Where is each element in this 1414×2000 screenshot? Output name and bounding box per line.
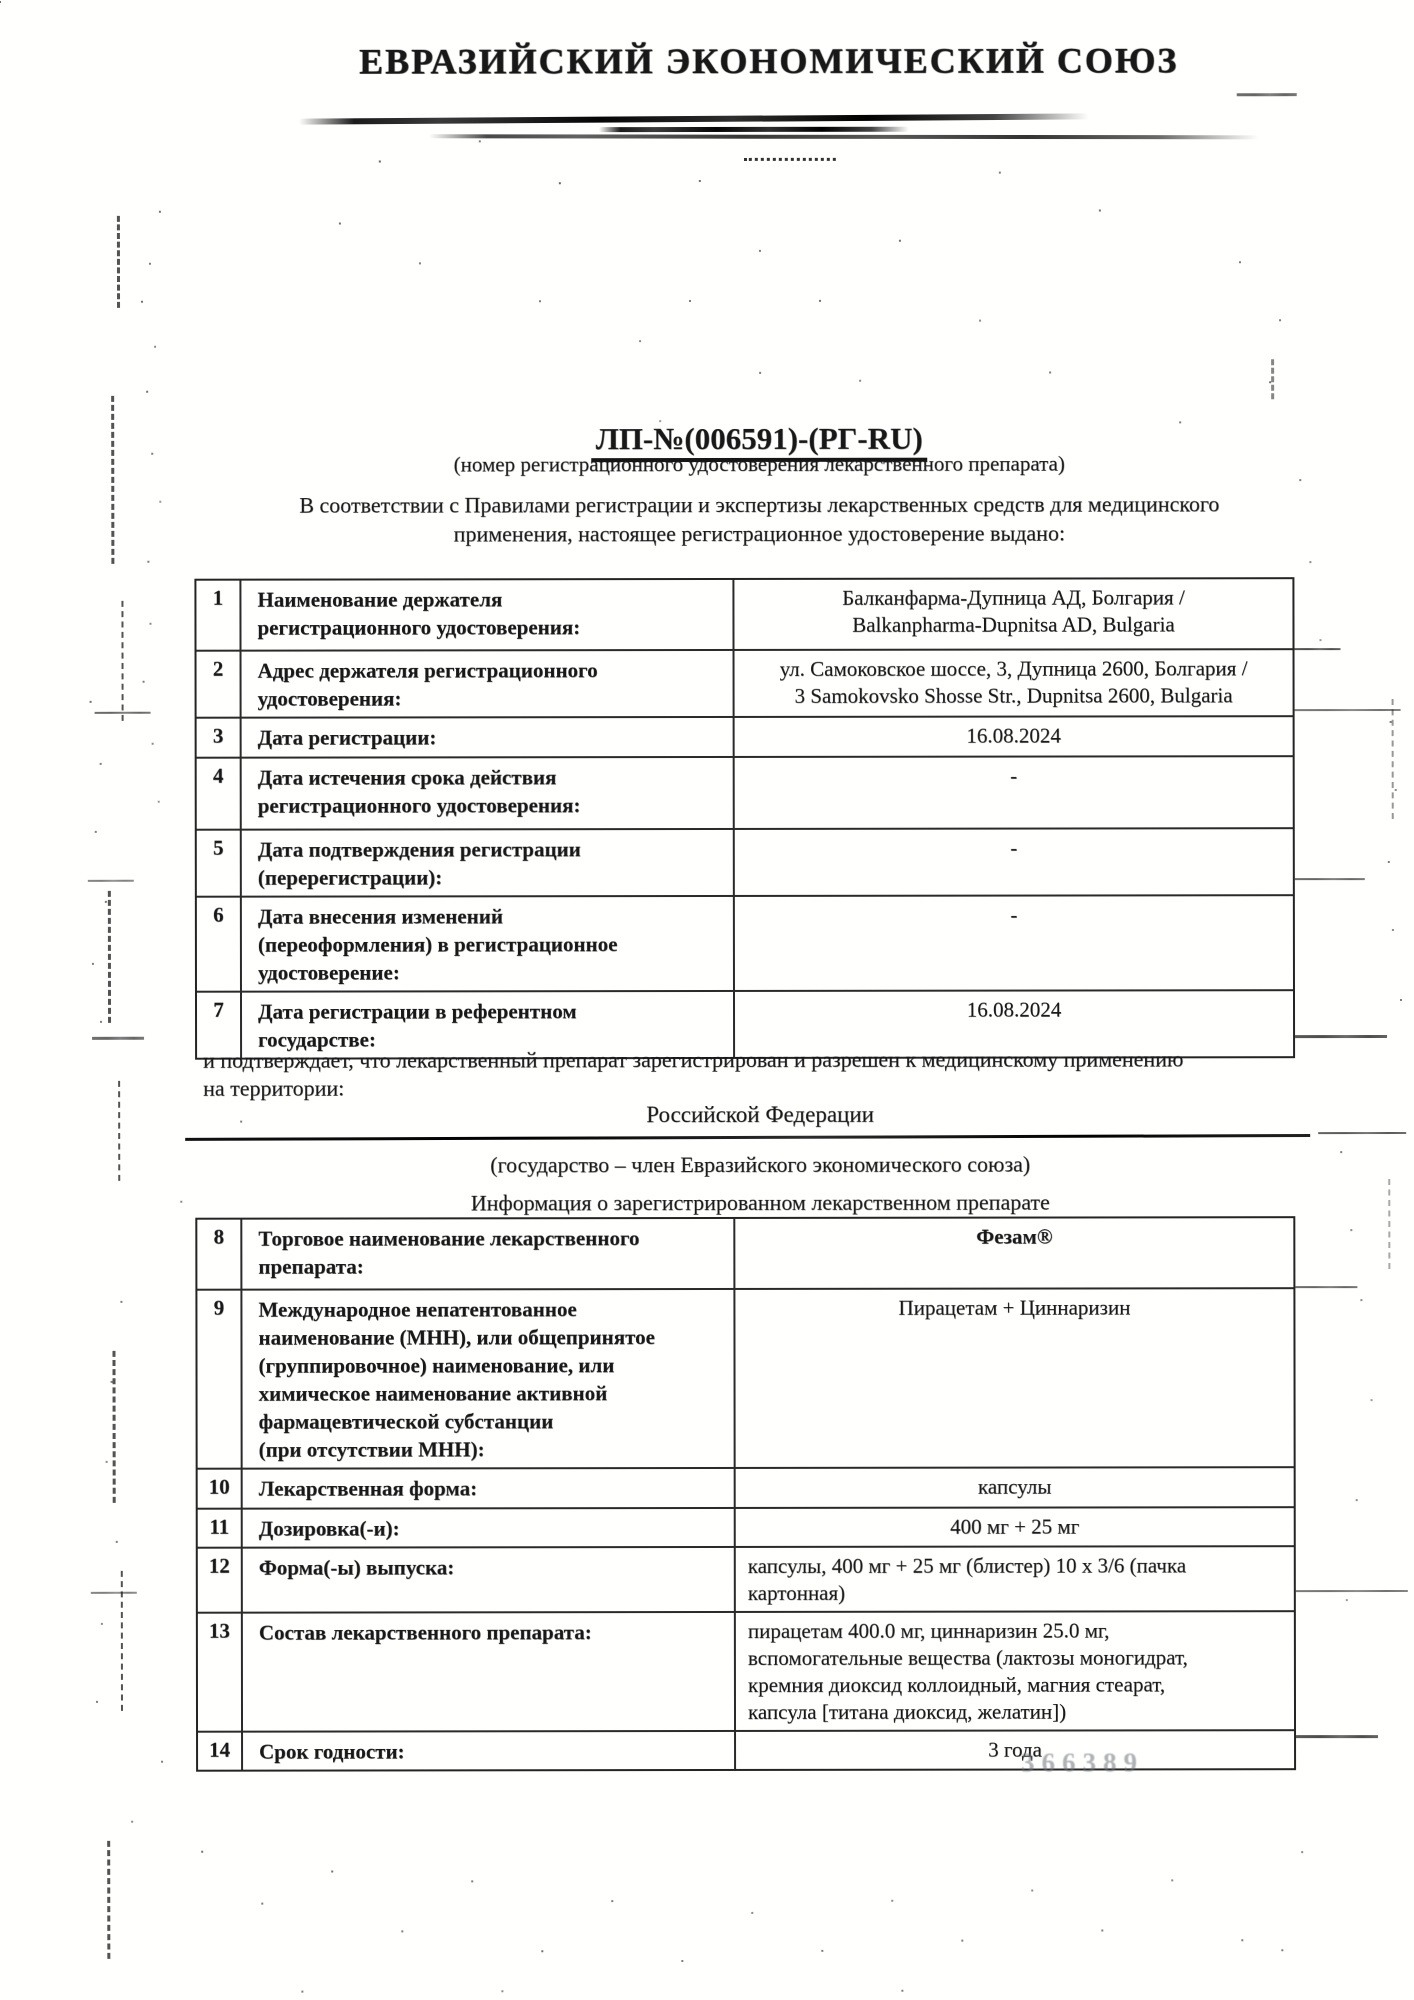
scan-smudge-line bbox=[299, 113, 1089, 124]
scan-line-overshoot bbox=[88, 880, 134, 882]
intro-paragraph: В соответствии с Правилами регистрации и экспертизы лекарственных средств для медицинского применения, настоящее регистрационное удостоверение выдано: bbox=[299, 491, 1220, 547]
row-number: 4 bbox=[197, 759, 242, 829]
confirmation-paragraph: и подтверждает, что лекарственный препарат зарегистрирован и разрешен к медицинскому применению на территории: bbox=[203, 1046, 1184, 1101]
table-row bbox=[197, 896, 1293, 993]
table-row bbox=[198, 1612, 1294, 1733]
scan-line-overshoot bbox=[1296, 1590, 1408, 1592]
row-label: Форма(-ы) выпуска: bbox=[243, 1548, 736, 1612]
scan-line-overshoot bbox=[1295, 1035, 1387, 1038]
table-row bbox=[198, 1547, 1294, 1614]
row-number: 8 bbox=[197, 1220, 242, 1289]
row-value: ул. Самоковское шоссе, 3, Дупница 2600, Болгария / 3 Samokovsko Shosse Str., Dupnitsa 2600, Bulgaria bbox=[779, 656, 1248, 708]
row-value: капсулы bbox=[977, 1474, 1052, 1499]
row-label: Дата регистрации в референтном государстве: bbox=[242, 992, 735, 1058]
union-header: ЕВРАЗИЙСКИЙ ЭКОНОМИЧЕСКИЙ СОЮЗ bbox=[359, 40, 1179, 82]
margin-dash bbox=[112, 1351, 115, 1503]
scan-speckles bbox=[0, 1, 1, 3]
territory: Российской Федерации bbox=[646, 1101, 875, 1128]
table-row bbox=[197, 757, 1293, 831]
product-table bbox=[195, 1216, 1296, 1772]
row-number: 7 bbox=[197, 993, 242, 1058]
row-value: Фезам® bbox=[976, 1224, 1053, 1249]
row-label: Дата внесения изменений (переоформления) в регистрационное удостоверение: bbox=[242, 897, 735, 991]
row-number: 6 bbox=[197, 898, 242, 991]
scan-smudge-line bbox=[599, 127, 909, 132]
row-number: 9 bbox=[197, 1291, 242, 1468]
table-row bbox=[198, 1508, 1294, 1549]
scan-line-overshoot bbox=[1295, 648, 1341, 650]
holder-table bbox=[194, 577, 1295, 1060]
row-number: 2 bbox=[197, 652, 242, 717]
row-label: Адрес держателя регистрационного удостоверения: bbox=[242, 651, 735, 717]
row-value: - bbox=[1010, 763, 1018, 788]
row-label: Торговое наименование лекарственного препарата: bbox=[242, 1219, 735, 1289]
row-value: Пирацетам + Циннаризин bbox=[898, 1295, 1131, 1320]
table-row bbox=[197, 829, 1293, 898]
scan-line-overshoot bbox=[1296, 1735, 1378, 1738]
row-value: 16.08.2024 bbox=[966, 723, 1061, 748]
table-row bbox=[197, 717, 1293, 759]
row-value: - bbox=[1010, 902, 1018, 927]
row-label: Срок годности: bbox=[243, 1732, 736, 1770]
scan-line-overshoot bbox=[1295, 878, 1365, 880]
row-number: 5 bbox=[197, 831, 242, 896]
scan-smudge-line bbox=[429, 134, 1259, 139]
row-number: 13 bbox=[198, 1614, 243, 1731]
row-number: 10 bbox=[198, 1470, 243, 1508]
row-value: пирацетам 400.0 мг, циннаризин 25.0 мг, вспомогательные вещества (лактозы моногидрат, кремния диоксид коллоидный, магния стеарат, капсула [титана диоксид, желатин]) bbox=[747, 1618, 1188, 1724]
margin-dash bbox=[1271, 359, 1274, 399]
scan-line-overshoot bbox=[95, 712, 151, 714]
row-value: 400 мг + 25 мг bbox=[950, 1514, 1080, 1539]
table-row bbox=[197, 1218, 1293, 1291]
margin-dash bbox=[107, 1841, 110, 1959]
row-number: 11 bbox=[198, 1510, 243, 1547]
row-label: Дозировка(-и): bbox=[243, 1509, 736, 1547]
territory-underline-tail bbox=[1318, 1132, 1406, 1134]
row-value: - bbox=[1010, 835, 1018, 860]
margin-dash bbox=[121, 601, 123, 721]
scan-line-overshoot bbox=[92, 1037, 144, 1040]
scan-dotted-mark bbox=[744, 158, 836, 161]
row-value: капсулы, 400 мг + 25 мг (блистер) 10 х 3/6 (пачка картонная) bbox=[747, 1553, 1187, 1605]
row-number: 12 bbox=[198, 1549, 243, 1612]
row-number: 3 bbox=[197, 719, 242, 757]
row-value: 3 года bbox=[988, 1737, 1042, 1762]
scan-line-overshoot bbox=[91, 1592, 137, 1594]
table-row bbox=[196, 579, 1292, 652]
scan-dash bbox=[1237, 93, 1297, 96]
territory-caption: (государство – член Евразийского экономического союза) bbox=[490, 1151, 1031, 1178]
stamp-number: 366389 bbox=[1021, 1747, 1145, 1778]
territory-underline bbox=[185, 1134, 1310, 1141]
row-label: Лекарственная форма: bbox=[243, 1469, 736, 1508]
row-number: 14 bbox=[198, 1733, 243, 1770]
row-value: Балканфарма-Дупница АД, Болгария / Balkanpharma-Dupnitsa AD, Bulgaria bbox=[842, 585, 1185, 637]
row-value: 16.08.2024 bbox=[966, 997, 1062, 1022]
margin-dash bbox=[117, 216, 120, 308]
table-row bbox=[198, 1468, 1294, 1510]
row-label: Международное непатентованное наименование (МНН), или общепринятое (группировочное) наименование, или химическое наименование активной фармацевтической субстанции (при отсутствии МНН): bbox=[242, 1290, 735, 1468]
scan-line-overshoot bbox=[1295, 1286, 1357, 1288]
registration-number: ЛП-№(006591)-(РГ-RU) bbox=[104, 402, 1414, 463]
row-label: Дата регистрации: bbox=[242, 718, 735, 757]
table-row bbox=[197, 1289, 1293, 1470]
margin-dash bbox=[1392, 699, 1394, 819]
scan-line-overshoot bbox=[1295, 709, 1401, 711]
table-row bbox=[197, 650, 1293, 719]
registration-number-caption: (номер регистрационного удостоверения лекарственного препарата) bbox=[453, 451, 1065, 477]
margin-dash bbox=[121, 1571, 123, 1711]
row-label: Состав лекарственного препарата: bbox=[243, 1613, 736, 1731]
row-label: Дата подтверждения регистрации (перерегистрации): bbox=[242, 830, 735, 896]
margin-dash bbox=[108, 891, 111, 1023]
row-label: Наименование держателя регистрационного удостоверения: bbox=[241, 580, 734, 650]
row-label: Дата истечения срока действия регистрационного удостоверения: bbox=[242, 758, 735, 829]
row-number: 1 bbox=[196, 581, 241, 650]
product-info-heading: Информация о зарегистрированном лекарственном препарате bbox=[470, 1189, 1050, 1216]
